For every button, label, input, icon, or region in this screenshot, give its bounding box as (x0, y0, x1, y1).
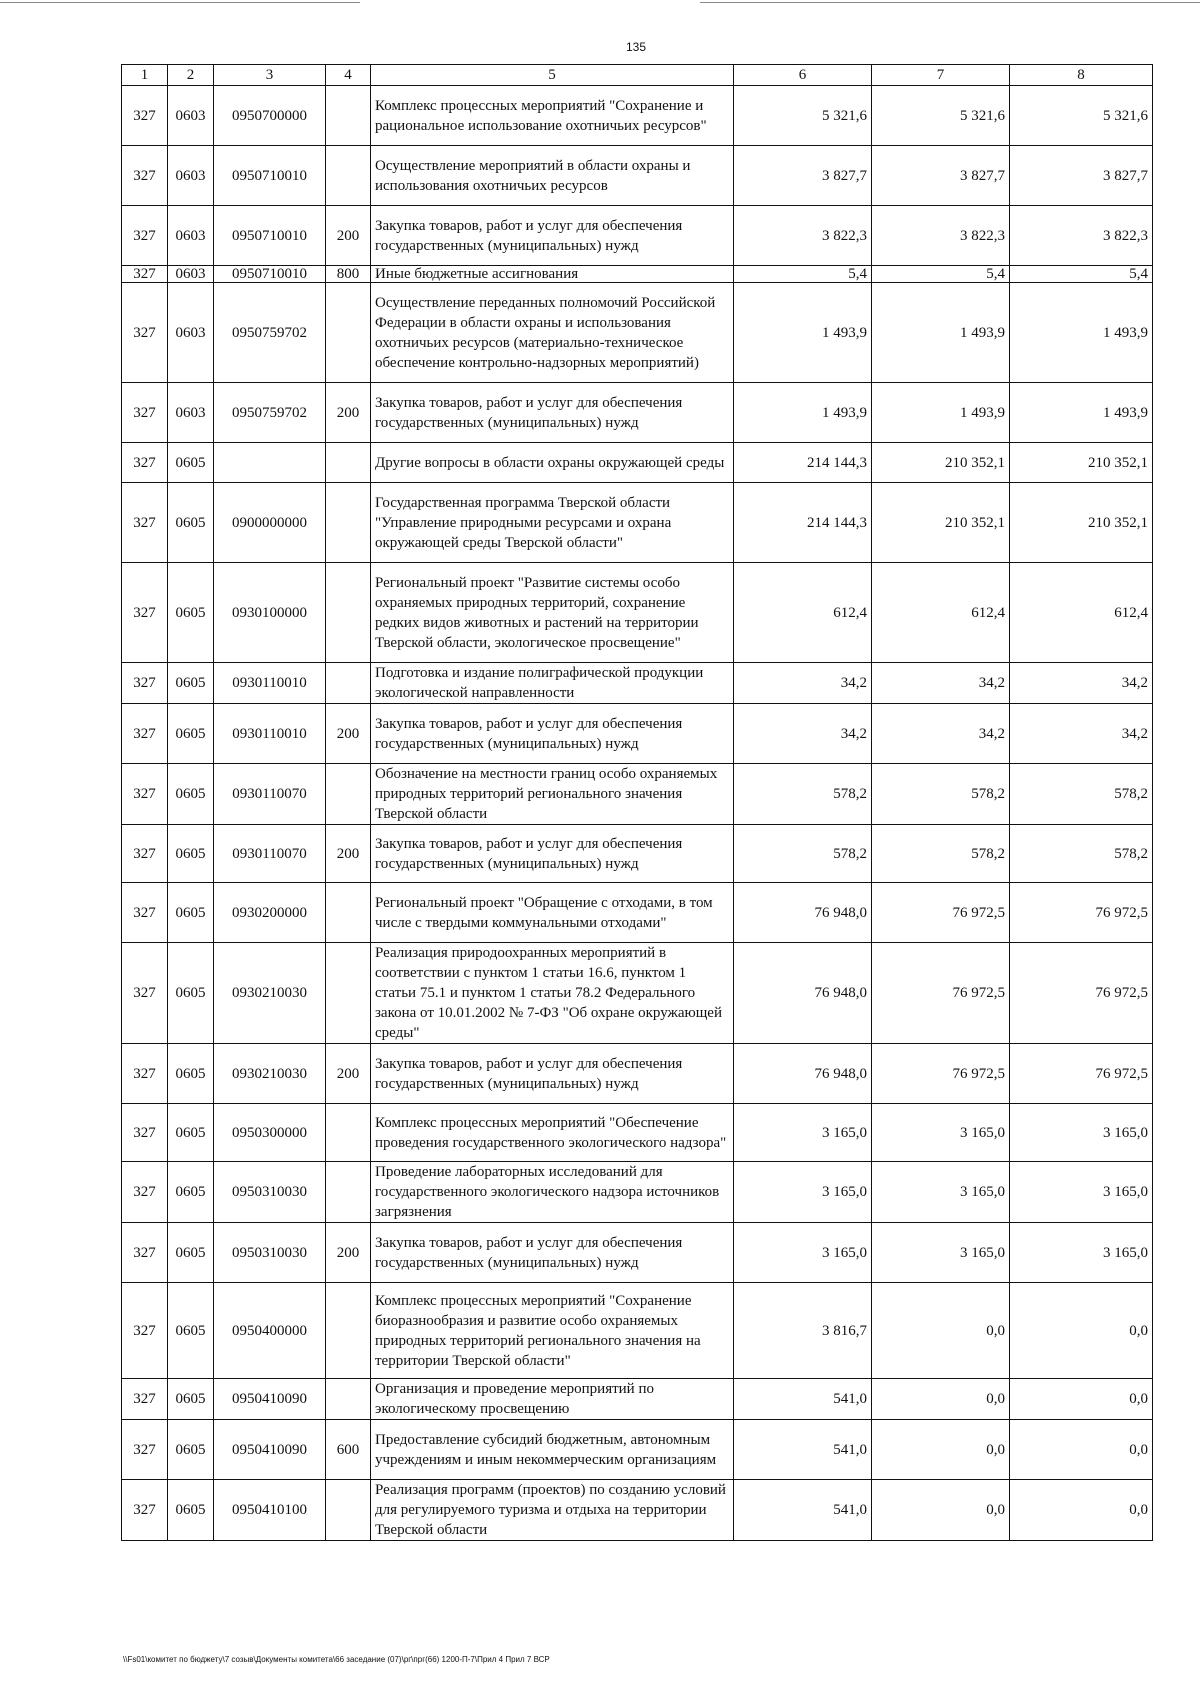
cell-description: Комплекс процессных мероприятий "Обеспечение проведения государственного экологического надзора" (371, 1104, 734, 1162)
cell-amount-col8: 578,2 (1010, 825, 1153, 883)
cell-department: 327 (122, 206, 168, 266)
cell-amount-col7: 76 972,5 (872, 943, 1010, 1044)
column-header: 7 (872, 65, 1010, 86)
cell-description: Закупка товаров, работ и услуг для обеспечения государственных (муниципальных) нужд (371, 825, 734, 883)
cell-target-article: 0950410090 (214, 1420, 326, 1480)
cell-target-article: 0930200000 (214, 883, 326, 943)
cell-amount-col6: 3 165,0 (734, 1162, 872, 1223)
cell-amount-col7: 3 165,0 (872, 1104, 1010, 1162)
cell-amount-col8: 578,2 (1010, 764, 1153, 825)
cell-section: 0605 (168, 1379, 214, 1420)
cell-department: 327 (122, 943, 168, 1044)
cell-description: Реализация природоохранных мероприятий в соответствии с пунктом 1 статьи 16.6, пунктом 1 статьи 75.1 и пунктом 1 статьи 78.2 Федерального закона от 10.01.2002 № 7-ФЗ "Об охране окружающей среды" (371, 943, 734, 1044)
cell-amount-col8: 0,0 (1010, 1480, 1153, 1541)
cell-section: 0603 (168, 266, 214, 283)
cell-target-article: 0950759702 (214, 383, 326, 443)
column-header: 5 (371, 65, 734, 86)
cell-amount-col8: 0,0 (1010, 1379, 1153, 1420)
cell-amount-col8: 76 972,5 (1010, 883, 1153, 943)
cell-expense-type: 200 (326, 206, 371, 266)
cell-department: 327 (122, 1162, 168, 1223)
cell-target-article: 0930210030 (214, 1044, 326, 1104)
cell-description: Государственная программа Тверской области "Управление природными ресурсами и охрана окружающей среды Тверской области" (371, 483, 734, 563)
table-row (122, 383, 1153, 443)
cell-amount-col7: 1 493,9 (872, 383, 1010, 443)
cell-amount-col8: 5 321,6 (1010, 86, 1153, 146)
cell-section: 0605 (168, 483, 214, 563)
cell-amount-col8: 76 972,5 (1010, 1044, 1153, 1104)
cell-expense-type: 200 (326, 383, 371, 443)
cell-description: Закупка товаров, работ и услуг для обеспечения государственных (муниципальных) нужд (371, 383, 734, 443)
cell-expense-type: 200 (326, 1223, 371, 1283)
table-row (122, 443, 1153, 483)
cell-amount-col7: 3 165,0 (872, 1223, 1010, 1283)
cell-amount-col7: 3 827,7 (872, 146, 1010, 206)
table-row (122, 206, 1153, 266)
cell-description: Реализация программ (проектов) по созданию условий для регулируемого туризма и отдыха на территории Тверской области (371, 1480, 734, 1541)
cell-section: 0605 (168, 1420, 214, 1480)
cell-target-article: 0930110010 (214, 704, 326, 764)
cell-amount-col6: 5 321,6 (734, 86, 872, 146)
cell-section: 0605 (168, 1480, 214, 1541)
cell-amount-col7: 210 352,1 (872, 483, 1010, 563)
cell-amount-col7: 1 493,9 (872, 283, 1010, 383)
cell-amount-col7: 3 822,3 (872, 206, 1010, 266)
cell-section: 0605 (168, 1104, 214, 1162)
table-row (122, 1379, 1153, 1420)
table-row (122, 483, 1153, 563)
cell-section: 0605 (168, 443, 214, 483)
table-row (122, 146, 1153, 206)
table-row (122, 764, 1153, 825)
cell-amount-col6: 612,4 (734, 563, 872, 663)
cell-section: 0605 (168, 1162, 214, 1223)
cell-expense-type (326, 283, 371, 383)
cell-department: 327 (122, 1044, 168, 1104)
cell-department: 327 (122, 825, 168, 883)
table-row (122, 266, 1153, 283)
page-number: 135 (625, 40, 647, 54)
cell-department: 327 (122, 563, 168, 663)
cell-department: 327 (122, 764, 168, 825)
cell-amount-col8: 0,0 (1010, 1283, 1153, 1379)
cell-description: Предоставление субсидий бюджетным, автономным учреждениям и иным некоммерческим организациям (371, 1420, 734, 1480)
cell-description: Обозначение на местности границ особо охраняемых природных территорий регионального значения Тверской области (371, 764, 734, 825)
cell-amount-col7: 0,0 (872, 1379, 1010, 1420)
cell-expense-type (326, 483, 371, 563)
cell-description: Осуществление мероприятий в области охраны и использования охотничьих ресурсов (371, 146, 734, 206)
cell-amount-col7: 0,0 (872, 1420, 1010, 1480)
table-row (122, 704, 1153, 764)
cell-description: Подготовка и издание полиграфической продукции экологической направленности (371, 663, 734, 704)
cell-amount-col6: 541,0 (734, 1379, 872, 1420)
cell-target-article: 0930110070 (214, 764, 326, 825)
cell-section: 0605 (168, 563, 214, 663)
cell-department: 327 (122, 1379, 168, 1420)
cell-expense-type (326, 943, 371, 1044)
cell-description: Закупка товаров, работ и услуг для обеспечения государственных (муниципальных) нужд (371, 1223, 734, 1283)
cell-target-article: 0950400000 (214, 1283, 326, 1379)
cell-description: Иные бюджетные ассигнования (371, 266, 734, 283)
cell-amount-col8: 210 352,1 (1010, 443, 1153, 483)
cell-expense-type (326, 1104, 371, 1162)
cell-amount-col6: 76 948,0 (734, 883, 872, 943)
cell-expense-type (326, 1480, 371, 1541)
cell-amount-col6: 578,2 (734, 825, 872, 883)
cell-amount-col6: 76 948,0 (734, 1044, 872, 1104)
cell-amount-col6: 3 822,3 (734, 206, 872, 266)
table-row (122, 1104, 1153, 1162)
column-header: 8 (1010, 65, 1153, 86)
cell-amount-col8: 3 822,3 (1010, 206, 1153, 266)
cell-expense-type: 600 (326, 1420, 371, 1480)
cell-amount-col6: 541,0 (734, 1480, 872, 1541)
table-row (122, 563, 1153, 663)
cell-expense-type: 200 (326, 825, 371, 883)
cell-description: Закупка товаров, работ и услуг для обеспечения государственных (муниципальных) нужд (371, 206, 734, 266)
cell-target-article: 0930110010 (214, 663, 326, 704)
cell-amount-col6: 76 948,0 (734, 943, 872, 1044)
cell-expense-type: 200 (326, 704, 371, 764)
cell-expense-type (326, 764, 371, 825)
cell-amount-col6: 214 144,3 (734, 483, 872, 563)
cell-amount-col7: 3 165,0 (872, 1162, 1010, 1223)
cell-expense-type: 800 (326, 266, 371, 283)
cell-description: Комплекс процессных мероприятий "Сохранение биоразнообразия и развитие особо охраняемых природных территорий регионального значения на территории Тверской области" (371, 1283, 734, 1379)
cell-department: 327 (122, 883, 168, 943)
cell-section: 0605 (168, 1044, 214, 1104)
cell-target-article: 0950310030 (214, 1162, 326, 1223)
cell-department: 327 (122, 483, 168, 563)
cell-department: 327 (122, 443, 168, 483)
cell-target-article: 0930210030 (214, 943, 326, 1044)
table-row (122, 883, 1153, 943)
cell-department: 327 (122, 1420, 168, 1480)
cell-amount-col8: 34,2 (1010, 704, 1153, 764)
cell-description: Закупка товаров, работ и услуг для обеспечения государственных (муниципальных) нужд (371, 1044, 734, 1104)
cell-target-article: 0950759702 (214, 283, 326, 383)
cell-description: Региональный проект "Обращение с отходами, в том числе с твердыми коммунальными отходами" (371, 883, 734, 943)
cell-amount-col7: 76 972,5 (872, 1044, 1010, 1104)
cell-description: Другие вопросы в области охраны окружающей среды (371, 443, 734, 483)
table-body (122, 86, 1153, 1541)
cell-description: Организация и проведение мероприятий по экологическому просвещению (371, 1379, 734, 1420)
cell-amount-col8: 1 493,9 (1010, 383, 1153, 443)
cell-target-article: 0950710010 (214, 146, 326, 206)
cell-amount-col6: 3 165,0 (734, 1104, 872, 1162)
cell-section: 0605 (168, 883, 214, 943)
cell-amount-col6: 214 144,3 (734, 443, 872, 483)
cell-target-article: 0950710010 (214, 206, 326, 266)
cell-department: 327 (122, 663, 168, 704)
cell-department: 327 (122, 383, 168, 443)
cell-amount-col7: 578,2 (872, 764, 1010, 825)
cell-target-article: 0950410090 (214, 1379, 326, 1420)
table-row (122, 1283, 1153, 1379)
cell-amount-col6: 5,4 (734, 266, 872, 283)
cell-amount-col8: 3 165,0 (1010, 1162, 1153, 1223)
cell-expense-type (326, 663, 371, 704)
cell-amount-col7: 578,2 (872, 825, 1010, 883)
cell-amount-col8: 5,4 (1010, 266, 1153, 283)
cell-section: 0605 (168, 1223, 214, 1283)
cell-expense-type (326, 883, 371, 943)
cell-amount-col6: 34,2 (734, 663, 872, 704)
cell-amount-col6: 1 493,9 (734, 383, 872, 443)
cell-target-article (214, 443, 326, 483)
cell-target-article: 0930100000 (214, 563, 326, 663)
table-row (122, 283, 1153, 383)
cell-expense-type (326, 563, 371, 663)
cell-amount-col6: 3 816,7 (734, 1283, 872, 1379)
column-header: 4 (326, 65, 371, 86)
cell-section: 0605 (168, 663, 214, 704)
cell-expense-type (326, 1283, 371, 1379)
column-header: 6 (734, 65, 872, 86)
footer-file-path: \\Fs01\комитет по бюджету\7 созыв\Документы комитета\66 заседание (07)\рг\прг(66) 1200-П-7\Прил 4 Прил 7 ВСР (123, 1655, 550, 1664)
cell-department: 327 (122, 704, 168, 764)
table-row (122, 1223, 1153, 1283)
scan-edge-line (700, 2, 1200, 3)
cell-department: 327 (122, 266, 168, 283)
table-row (122, 663, 1153, 704)
cell-department: 327 (122, 1104, 168, 1162)
cell-description: Закупка товаров, работ и услуг для обеспечения государственных (муниципальных) нужд (371, 704, 734, 764)
cell-section: 0603 (168, 206, 214, 266)
cell-department: 327 (122, 1223, 168, 1283)
cell-department: 327 (122, 146, 168, 206)
cell-section: 0605 (168, 704, 214, 764)
cell-amount-col6: 541,0 (734, 1420, 872, 1480)
cell-section: 0605 (168, 825, 214, 883)
cell-amount-col8: 3 165,0 (1010, 1223, 1153, 1283)
cell-amount-col8: 210 352,1 (1010, 483, 1153, 563)
cell-target-article: 0900000000 (214, 483, 326, 563)
cell-amount-col8: 612,4 (1010, 563, 1153, 663)
cell-expense-type (326, 146, 371, 206)
table-row (122, 943, 1153, 1044)
cell-target-article: 0950710010 (214, 266, 326, 283)
column-header: 1 (122, 65, 168, 86)
cell-expense-type: 200 (326, 1044, 371, 1104)
cell-amount-col6: 578,2 (734, 764, 872, 825)
cell-section: 0605 (168, 1283, 214, 1379)
cell-section: 0603 (168, 383, 214, 443)
cell-expense-type (326, 443, 371, 483)
cell-amount-col8: 3 827,7 (1010, 146, 1153, 206)
cell-expense-type (326, 1162, 371, 1223)
column-header: 3 (214, 65, 326, 86)
cell-amount-col6: 1 493,9 (734, 283, 872, 383)
cell-amount-col6: 3 827,7 (734, 146, 872, 206)
cell-department: 327 (122, 86, 168, 146)
cell-department: 327 (122, 1283, 168, 1379)
cell-department: 327 (122, 283, 168, 383)
column-header: 2 (168, 65, 214, 86)
cell-amount-col8: 0,0 (1010, 1420, 1153, 1480)
budget-table (121, 64, 1153, 1541)
cell-amount-col8: 76 972,5 (1010, 943, 1153, 1044)
cell-amount-col7: 0,0 (872, 1480, 1010, 1541)
cell-amount-col8: 3 165,0 (1010, 1104, 1153, 1162)
cell-target-article: 0950310030 (214, 1223, 326, 1283)
cell-description: Осуществление переданных полномочий Российской Федерации в области охраны и использования охотничьих ресурсов (материально-техническое обеспечение контрольно-надзорных мероприятий) (371, 283, 734, 383)
header-row (122, 65, 1153, 86)
table-row (122, 825, 1153, 883)
table-row (122, 1480, 1153, 1541)
cell-section: 0603 (168, 283, 214, 383)
cell-amount-col7: 5,4 (872, 266, 1010, 283)
table-row (122, 1044, 1153, 1104)
cell-description: Региональный проект "Развитие системы особо охраняемых природных территорий, сохранение редких видов животных и растений на территории Тверской области, экологическое просвещение" (371, 563, 734, 663)
cell-amount-col7: 34,2 (872, 704, 1010, 764)
cell-amount-col8: 1 493,9 (1010, 283, 1153, 383)
cell-target-article: 0950410100 (214, 1480, 326, 1541)
cell-amount-col7: 612,4 (872, 563, 1010, 663)
scan-edge-line (0, 2, 360, 3)
cell-amount-col7: 34,2 (872, 663, 1010, 704)
cell-section: 0603 (168, 86, 214, 146)
cell-amount-col8: 34,2 (1010, 663, 1153, 704)
cell-department: 327 (122, 1480, 168, 1541)
cell-amount-col7: 210 352,1 (872, 443, 1010, 483)
cell-description: Комплекс процессных мероприятий "Сохранение и рациональное использование охотничьих ресурсов" (371, 86, 734, 146)
cell-section: 0605 (168, 943, 214, 1044)
cell-amount-col7: 0,0 (872, 1283, 1010, 1379)
table-row (122, 86, 1153, 146)
cell-amount-col7: 5 321,6 (872, 86, 1010, 146)
cell-target-article: 0950300000 (214, 1104, 326, 1162)
cell-section: 0605 (168, 764, 214, 825)
cell-amount-col7: 76 972,5 (872, 883, 1010, 943)
cell-amount-col6: 3 165,0 (734, 1223, 872, 1283)
cell-expense-type (326, 86, 371, 146)
cell-target-article: 0930110070 (214, 825, 326, 883)
cell-description: Проведение лабораторных исследований для государственного экологического надзора источников загрязнения (371, 1162, 734, 1223)
cell-target-article: 0950700000 (214, 86, 326, 146)
cell-amount-col6: 34,2 (734, 704, 872, 764)
table-row (122, 1162, 1153, 1223)
table-row (122, 1420, 1153, 1480)
cell-expense-type (326, 1379, 371, 1420)
cell-section: 0603 (168, 146, 214, 206)
